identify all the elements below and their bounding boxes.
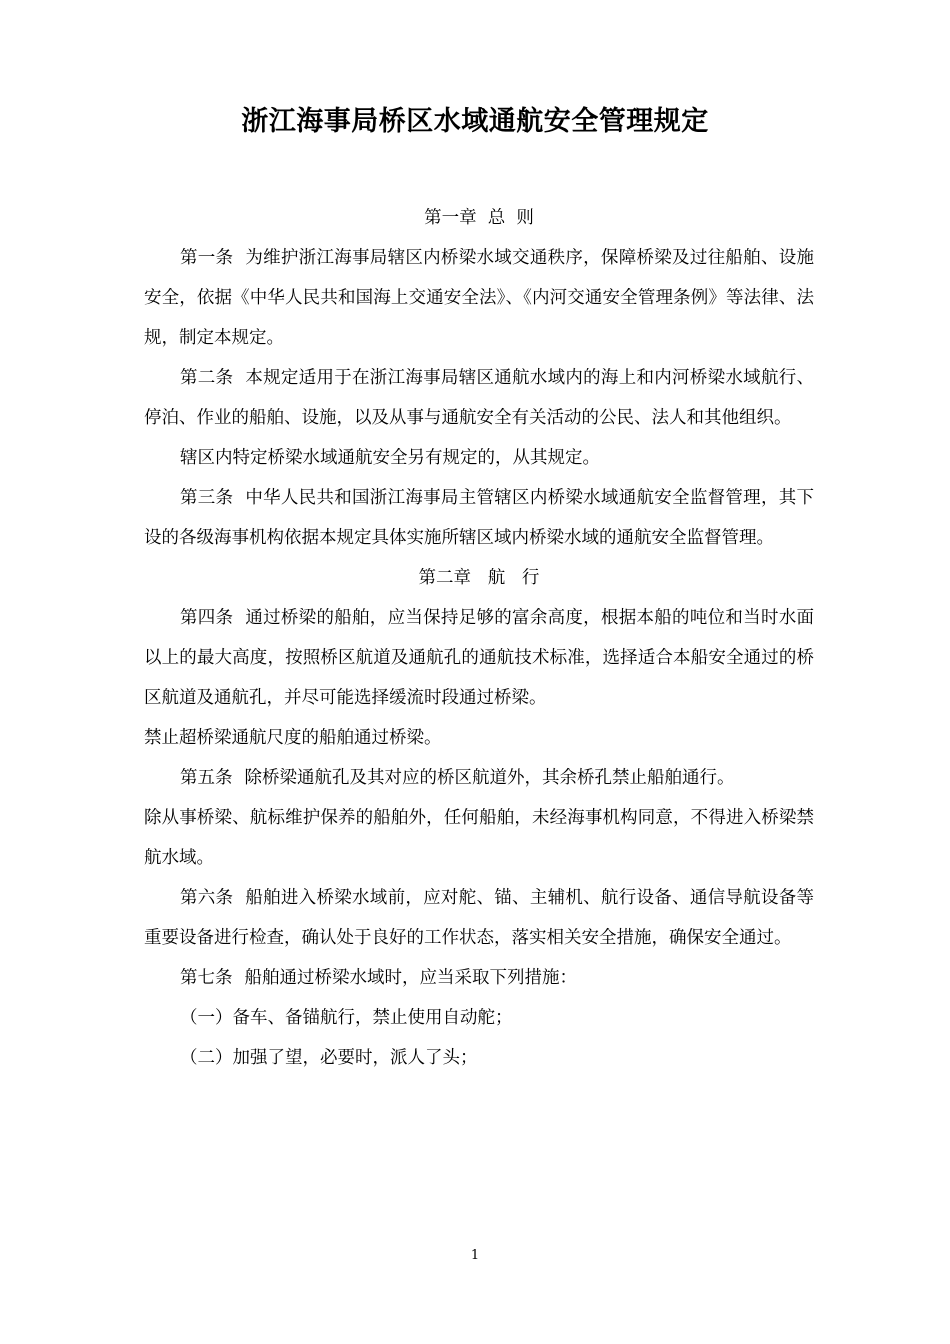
article-text: 船舶进入桥梁水域前，应对舵、锚、主辅机、航行设备、通信导航设备等重要设备进行检查，确认处于良好的工作状态，落实相关安全措施，确保安全通过。: [144, 888, 815, 948]
document-title: 浙江海事局桥区水域通航安全管理规定: [241, 106, 709, 137]
article-label: 第三条: [180, 488, 234, 508]
article-paragraph: 辖区内特定桥梁水域通航安全另有规定的，从其规定。: [180, 448, 600, 468]
page-number: 1: [470, 1248, 480, 1263]
article-paragraph: 禁止超桥梁通航尺度的船舶通过桥梁。: [144, 728, 442, 748]
document-body: [144, 198, 814, 1078]
article-text: 船舶通过桥梁水域时，应当采取下列措施：: [244, 968, 577, 988]
article-paragraph: [144, 598, 814, 718]
article-paragraph: [144, 238, 814, 358]
article-text: 中华人民共和国浙江海事局主管辖区内桥梁水域通航安全监督管理，其下设的各级海事机构依据本规定具体实施所辖区域内桥梁水域的通航安全监督管理。: [144, 488, 815, 548]
article-paragraph: [144, 358, 814, 438]
article-paragraph: [144, 958, 814, 998]
article-paragraph: 除从事桥梁、航标维护保养的船舶外，任何船舶，未经海事机构同意，不得进入桥梁禁航水域。: [144, 808, 814, 868]
article-text: 为维护浙江海事局辖区内桥梁水域交通秩序，保障桥梁及过往船舶、设施安全，依据《中华人民共和国海上交通安全法》、《内河交通安全管理条例》等法律、法规，制定本规定。: [144, 248, 815, 348]
article-paragraph: [144, 878, 814, 958]
chapter-heading: 第二章 航 行: [418, 568, 540, 588]
article-text: 本规定适用于在浙江海事局辖区通航水域内的海上和内河桥梁水域航行、停泊、作业的船舶、设施，以及从事与通航安全有关活动的公民、法人和其他组织。: [144, 368, 815, 428]
article-text: 通过桥梁的船舶，应当保持足够的富余高度，根据本船的吨位和当时水面以上的最大高度，按照桥区航道及通航孔的通航技术标准，选择适合本船安全通过的桥区航道及通航孔，并尽可能选择缓流时段通过桥梁。: [144, 608, 815, 708]
chapter-heading: 第一章 总 则: [424, 208, 534, 228]
article-text: 除桥梁通航孔及其对应的桥区航道外，其余桥孔禁止船舶通行。: [244, 768, 735, 788]
article-paragraph: [144, 758, 814, 798]
article-label: 第一条: [180, 248, 234, 268]
list-item: （一）备车、备锚航行，禁止使用自动舵；: [180, 1008, 513, 1028]
article-paragraph: [144, 478, 814, 558]
article-label: 第二条: [180, 368, 234, 388]
article-label: 第六条: [180, 888, 234, 908]
article-label: 第四条: [180, 608, 234, 628]
article-label: 第五条: [180, 768, 233, 788]
list-item: （二）加强了望，必要时，派人了头；: [180, 1048, 478, 1068]
article-label: 第七条: [180, 968, 233, 988]
